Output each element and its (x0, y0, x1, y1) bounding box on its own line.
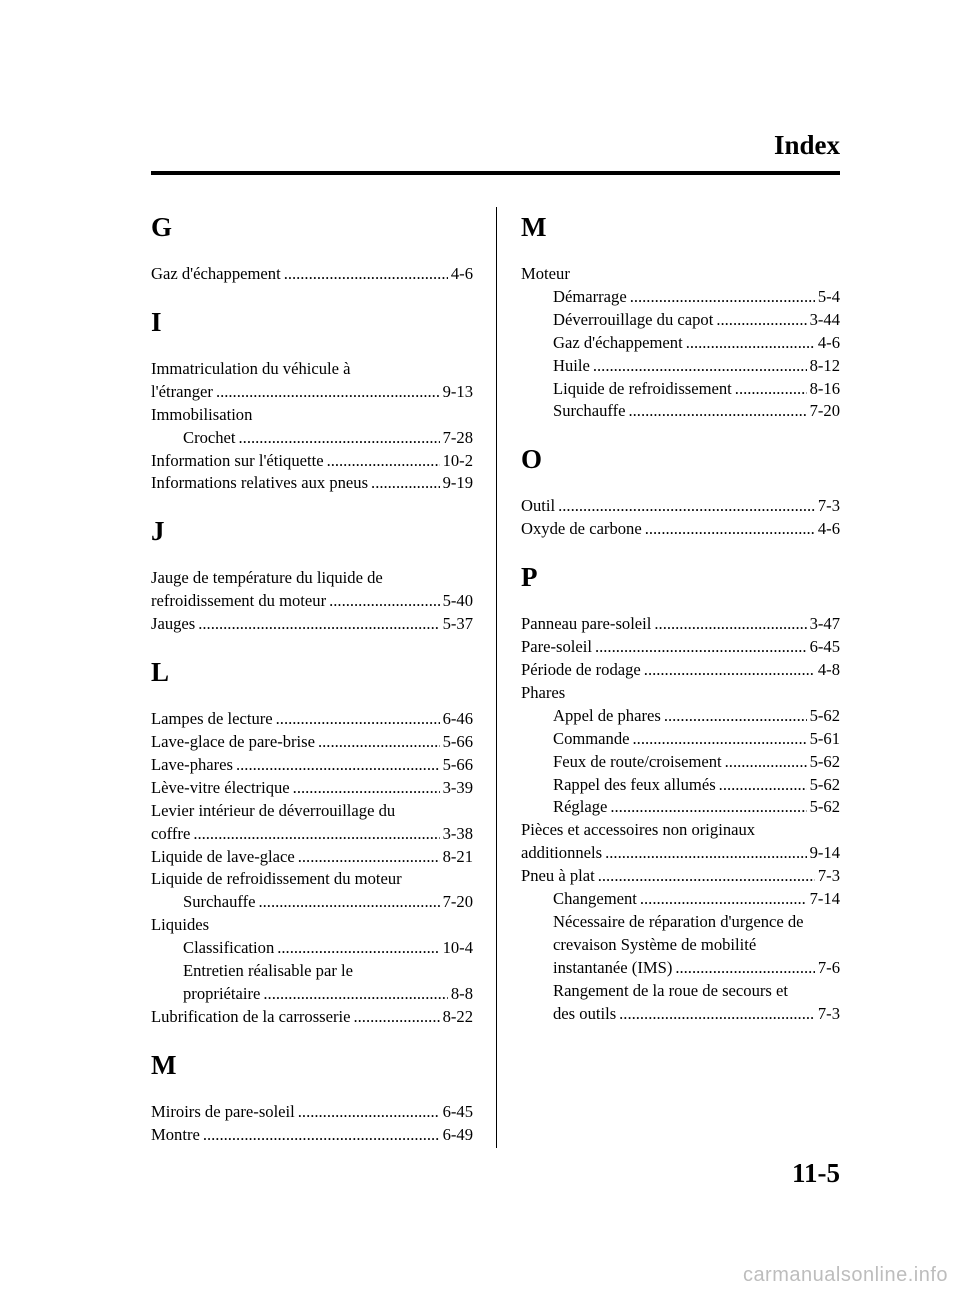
dot-leader (558, 495, 815, 518)
dot-leader (640, 888, 807, 911)
dot-leader (298, 846, 440, 869)
entry-label: Crochet (183, 427, 236, 447)
index-section (151, 302, 473, 495)
left-index-column (151, 207, 473, 1163)
dot-leader (236, 754, 440, 777)
index-section (151, 511, 473, 636)
entry-label: Déverrouillage du capot (553, 309, 714, 329)
dot-leader (318, 731, 440, 754)
watermark-text: carmanualsonline.info (742, 1264, 948, 1286)
index-subentry (151, 960, 473, 983)
dot-leader (605, 842, 806, 865)
dot-leader (263, 983, 447, 1006)
entry-page-ref: 5-66 (442, 731, 473, 751)
dot-leader (633, 728, 807, 751)
index-subentry (151, 937, 473, 960)
dot-leader (654, 613, 806, 636)
index-subentry (521, 728, 840, 751)
entry-page-ref: 5-40 (442, 591, 473, 611)
entry-page-ref: 9-13 (442, 381, 473, 401)
index-subentry (521, 911, 840, 934)
index-subentry (521, 774, 840, 797)
index-subentry (521, 355, 840, 378)
entry-label: Commande (553, 728, 630, 748)
entry-page-ref: 6-46 (442, 709, 473, 729)
index-entry (151, 590, 473, 613)
entry-label: Immobilisation (151, 404, 253, 424)
entry-page-ref: 7-6 (817, 957, 840, 977)
entry-label: Gaz d'échappement (553, 332, 683, 352)
dot-leader (664, 705, 807, 728)
entry-label: Jauge de température du liquide de (151, 568, 383, 588)
dot-leader (629, 400, 807, 423)
index-section (151, 1045, 473, 1147)
index-section (151, 207, 473, 286)
entry-page-ref: 4-6 (817, 332, 840, 352)
entry-page-ref: 4-8 (817, 659, 840, 679)
index-entry (151, 404, 473, 427)
entry-page-ref: 8-8 (450, 983, 473, 1003)
entry-page-ref: 8-12 (809, 355, 840, 375)
index-entry (151, 263, 473, 286)
index-subentry (151, 891, 473, 914)
index-entry (151, 450, 473, 473)
entry-label: Lubrification de la carrosserie (151, 1006, 351, 1026)
index-entry (521, 613, 840, 636)
entry-label: Oxyde de carbone (521, 519, 642, 539)
index-section (521, 557, 840, 1025)
entry-label: Outil (521, 496, 556, 516)
entry-label: Liquides (151, 915, 210, 935)
entry-label: Lève-vitre électrique (151, 777, 290, 797)
dot-leader (630, 286, 815, 309)
dot-leader (619, 1003, 815, 1026)
index-entry (151, 358, 473, 381)
entry-label: Montre (151, 1124, 200, 1144)
entry-label: des outils (553, 1003, 617, 1023)
entry-label: Surchauffe (553, 401, 626, 421)
index-subentry (521, 796, 840, 819)
index-entry (151, 1124, 473, 1147)
entry-label: Lave-glace de pare-brise (151, 731, 315, 751)
entry-page-ref: 3-39 (442, 777, 473, 797)
entry-label: Information sur l'étiquette (151, 450, 324, 470)
entry-page-ref: 7-20 (809, 401, 840, 421)
column-divider (496, 207, 497, 1148)
index-entry (521, 263, 840, 286)
index-entry (521, 865, 840, 888)
entry-page-ref: 4-6 (817, 519, 840, 539)
entry-page-ref: 8-22 (442, 1006, 473, 1026)
index-subentry (521, 286, 840, 309)
entry-label: Période de rodage (521, 659, 641, 679)
dot-leader (644, 659, 815, 682)
index-entry (151, 567, 473, 590)
index-entry (151, 613, 473, 636)
index-entry (521, 659, 840, 682)
entry-label: Pièces et accessoires non originaux (521, 820, 756, 840)
entry-label: Liquide de refroidissement du moteur (151, 869, 402, 889)
dot-leader (239, 427, 440, 450)
index-entry (151, 731, 473, 754)
dot-leader (725, 751, 807, 774)
entry-page-ref: 5-62 (809, 751, 840, 771)
entry-page-ref: 7-14 (809, 889, 840, 909)
entry-page-ref: 5-62 (809, 774, 840, 794)
entry-label: Entretien réalisable par le (183, 961, 353, 981)
entry-page-ref: 7-3 (817, 496, 840, 516)
entry-page-ref: 5-66 (442, 754, 473, 774)
header-rule (151, 171, 840, 175)
section-letter: M (521, 212, 547, 242)
entry-page-ref: 9-19 (442, 473, 473, 493)
entry-page-ref: 7-20 (442, 892, 473, 912)
index-subentry (521, 705, 840, 728)
index-entry (151, 868, 473, 891)
entry-label: Pneu à plat (521, 866, 595, 886)
dot-leader (645, 518, 815, 541)
entry-label: Appel de phares (553, 705, 661, 725)
dot-leader (593, 355, 807, 378)
dot-leader (298, 1101, 440, 1124)
dot-leader (354, 1006, 440, 1029)
entry-page-ref: 8-16 (809, 378, 840, 398)
index-entry (151, 472, 473, 495)
index-subentry (521, 378, 840, 401)
dot-leader (277, 937, 439, 960)
index-entry (521, 842, 840, 865)
dot-leader (675, 957, 815, 980)
dot-leader (598, 865, 815, 888)
index-entry (151, 800, 473, 823)
entry-label: Feux de route/croisement (553, 751, 722, 771)
index-section (521, 207, 840, 423)
entry-label: Levier intérieur de déverrouillage du (151, 800, 396, 820)
entry-page-ref: 4-6 (450, 264, 473, 283)
dot-leader (198, 613, 439, 636)
entry-label: Panneau pare-soleil (521, 614, 652, 634)
entry-page-ref: 3-44 (809, 309, 840, 329)
page-title: Index (773, 130, 840, 160)
index-subentry (521, 1003, 840, 1026)
dot-leader (203, 1124, 440, 1147)
index-entry (151, 1006, 473, 1029)
index-subentry (521, 957, 840, 980)
entry-label: Moteur (521, 264, 570, 283)
entry-page-ref: 3-47 (809, 614, 840, 634)
entry-page-ref: 6-45 (809, 637, 840, 657)
dot-leader (719, 774, 807, 797)
dot-leader (595, 636, 807, 659)
entry-label: Nécessaire de réparation d'urgence de (553, 911, 804, 931)
index-entry (151, 708, 473, 731)
index-entry (151, 823, 473, 846)
section-letter: L (151, 657, 170, 688)
index-entry (151, 777, 473, 800)
dot-leader (259, 891, 440, 914)
dot-leader (735, 378, 807, 401)
entry-label: Lave-phares (151, 754, 233, 774)
dot-leader (276, 708, 440, 731)
entry-label: Démarrage (553, 286, 627, 306)
entry-label: coffre (151, 823, 191, 843)
index-subentry (521, 309, 840, 332)
index-subentry (521, 400, 840, 423)
index-entry (521, 495, 840, 518)
entry-label: propriétaire (183, 983, 261, 1003)
dot-leader (610, 796, 806, 819)
page-number: 11-5 (791, 1158, 840, 1188)
entry-page-ref: 8-21 (442, 846, 473, 866)
index-entry (521, 636, 840, 659)
index-subentry (521, 332, 840, 355)
entry-label: Surchauffe (183, 892, 256, 912)
entry-label: crevaison Système de mobilité (553, 934, 757, 954)
index-subentry (151, 427, 473, 450)
entry-label: Liquide de lave-glace (151, 846, 295, 866)
section-letter: P (521, 562, 538, 593)
entry-label: Huile (553, 355, 590, 375)
entry-label: l'étranger (151, 381, 213, 401)
index-entry (151, 1101, 473, 1124)
index-subentry (521, 751, 840, 774)
section-letter: J (151, 516, 165, 547)
dot-leader (327, 450, 440, 473)
entry-page-ref: 9-14 (809, 843, 840, 863)
entry-label: Miroirs de pare-soleil (151, 1101, 295, 1121)
entry-label: Lampes de lecture (151, 709, 273, 729)
index-section (151, 652, 473, 1029)
dot-leader (193, 823, 439, 846)
index-entry (151, 754, 473, 777)
index-subentry (151, 983, 473, 1006)
index-entry (521, 518, 840, 541)
entry-page-ref: 6-49 (442, 1124, 473, 1144)
index-subentry (521, 980, 840, 1003)
dot-leader (293, 777, 440, 800)
entry-page-ref: 7-28 (442, 427, 473, 447)
dot-leader (716, 309, 806, 332)
dot-leader (686, 332, 815, 355)
index-section (521, 439, 840, 541)
entry-label: instantanée (IMS) (553, 957, 673, 977)
dot-leader (284, 263, 448, 286)
entry-page-ref: 5-4 (817, 286, 840, 306)
entry-page-ref: 5-62 (809, 797, 840, 817)
entry-page-ref: 5-37 (442, 614, 473, 634)
index-entry (521, 819, 840, 842)
entry-page-ref: 10-2 (442, 450, 473, 470)
entry-page-ref: 7-3 (817, 1003, 840, 1023)
entry-label: Classification (183, 938, 275, 958)
entry-label: Rappel des feux allumés (553, 774, 716, 794)
index-subentry (521, 934, 840, 957)
entry-label: Changement (553, 889, 637, 909)
section-letter: G (151, 212, 173, 242)
entry-page-ref: 5-61 (809, 728, 840, 748)
entry-label: Liquide de refroidissement (553, 378, 732, 398)
entry-label: Phares (521, 682, 566, 702)
entry-label: Réglage (553, 797, 608, 817)
entry-label: Pare-soleil (521, 637, 592, 657)
index-subentry (521, 888, 840, 911)
section-letter: O (521, 444, 543, 475)
entry-label: Rangement de la roue de secours et (553, 980, 788, 1000)
entry-label: Gaz d'échappement (151, 264, 281, 283)
entry-page-ref: 10-4 (442, 938, 473, 958)
index-entry (151, 846, 473, 869)
entry-label: additionnels (521, 843, 603, 863)
entry-page-ref: 5-62 (809, 705, 840, 725)
entry-label: Informations relatives aux pneus (151, 473, 369, 493)
index-entry (521, 682, 840, 705)
entry-label: Jauges (151, 614, 196, 634)
dot-leader (216, 381, 440, 404)
dot-leader (371, 472, 440, 495)
entry-page-ref: 7-3 (817, 866, 840, 886)
entry-page-ref: 3-38 (442, 823, 473, 843)
index-entry (151, 914, 473, 937)
entry-label: refroidissement du moteur (151, 591, 327, 611)
section-letter: M (151, 1049, 177, 1080)
entry-page-ref: 6-45 (442, 1101, 473, 1121)
right-index-column (521, 207, 840, 1041)
index-entry (151, 381, 473, 404)
entry-label: Immatriculation du véhicule à (151, 358, 351, 378)
dot-leader (329, 590, 439, 613)
section-letter: I (151, 306, 162, 337)
